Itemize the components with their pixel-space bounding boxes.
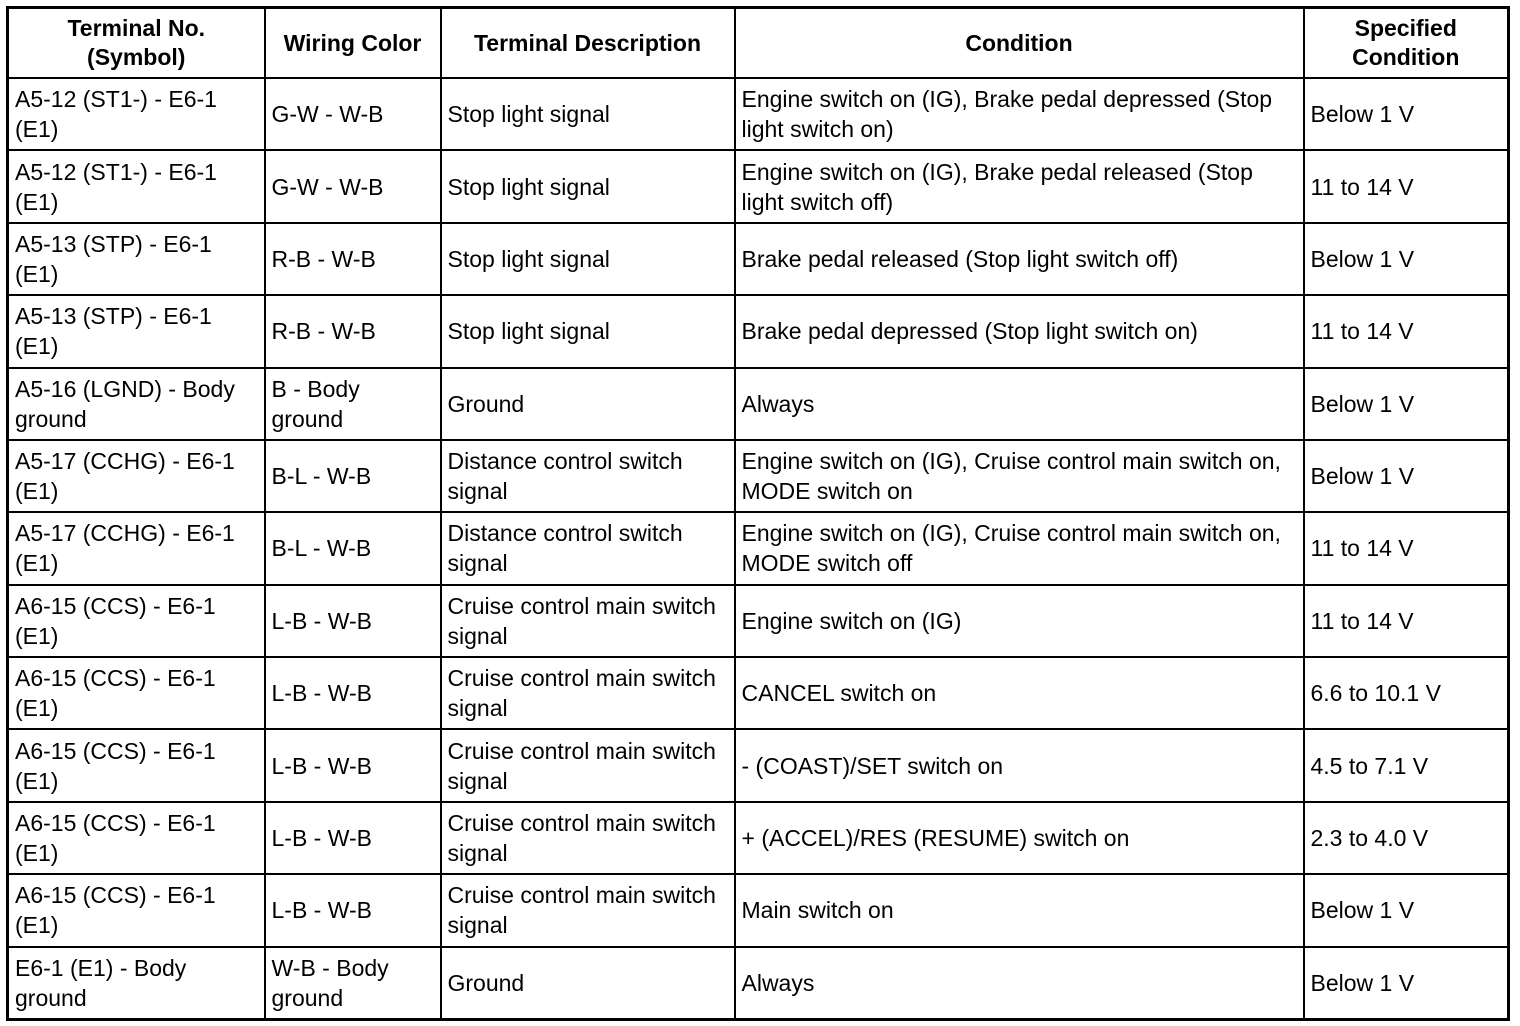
cell-terminal-no: A6-15 (CCS) - E6-1 (E1) bbox=[8, 729, 265, 801]
cell-terminal-no: A5-13 (STP) - E6-1 (E1) bbox=[8, 223, 265, 295]
cell-wiring-color: W-B - Body ground bbox=[265, 947, 441, 1020]
cell-wiring-color: L-B - W-B bbox=[265, 657, 441, 729]
cell-specified-condition: 11 to 14 V bbox=[1304, 150, 1509, 222]
header-terminal-no: Terminal No. (Symbol) bbox=[8, 8, 265, 79]
cell-specified-condition: Below 1 V bbox=[1304, 78, 1509, 150]
cell-terminal-no: A5-16 (LGND) - Body ground bbox=[8, 368, 265, 440]
cell-condition: Main switch on bbox=[735, 874, 1304, 946]
header-specified-condition: Specified Condition bbox=[1304, 8, 1509, 79]
table-row bbox=[8, 947, 1509, 1020]
table-row bbox=[8, 223, 1509, 295]
cell-specified-condition: Below 1 V bbox=[1304, 368, 1509, 440]
table-row bbox=[8, 150, 1509, 222]
cell-specified-condition: 11 to 14 V bbox=[1304, 585, 1509, 657]
cell-condition: Engine switch on (IG), Cruise control main switch on, MODE switch on bbox=[735, 440, 1304, 512]
table-row bbox=[8, 802, 1509, 874]
cell-terminal-description: Stop light signal bbox=[441, 150, 735, 222]
cell-wiring-color: L-B - W-B bbox=[265, 729, 441, 801]
cell-wiring-color: R-B - W-B bbox=[265, 223, 441, 295]
table-row bbox=[8, 657, 1509, 729]
table-row bbox=[8, 874, 1509, 946]
table-row bbox=[8, 368, 1509, 440]
cell-terminal-description: Cruise control main switch signal bbox=[441, 874, 735, 946]
table-row bbox=[8, 585, 1509, 657]
cell-terminal-description: Stop light signal bbox=[441, 295, 735, 367]
header-row bbox=[8, 8, 1509, 79]
cell-terminal-no: A5-12 (ST1-) - E6-1 (E1) bbox=[8, 150, 265, 222]
cell-terminal-no: A5-13 (STP) - E6-1 (E1) bbox=[8, 295, 265, 367]
cell-terminal-no: A6-15 (CCS) - E6-1 (E1) bbox=[8, 585, 265, 657]
cell-condition: - (COAST)/SET switch on bbox=[735, 729, 1304, 801]
cell-condition: + (ACCEL)/RES (RESUME) switch on bbox=[735, 802, 1304, 874]
cell-specified-condition: Below 1 V bbox=[1304, 223, 1509, 295]
cell-terminal-no: A5-17 (CCHG) - E6-1 (E1) bbox=[8, 512, 265, 584]
cell-specified-condition: 11 to 14 V bbox=[1304, 295, 1509, 367]
cell-specified-condition: 6.6 to 10.1 V bbox=[1304, 657, 1509, 729]
cell-condition: Engine switch on (IG), Brake pedal depressed (Stop light switch on) bbox=[735, 78, 1304, 150]
cell-wiring-color: G-W - W-B bbox=[265, 150, 441, 222]
cell-terminal-description: Distance control switch signal bbox=[441, 512, 735, 584]
cell-terminal-no: A5-17 (CCHG) - E6-1 (E1) bbox=[8, 440, 265, 512]
cell-terminal-description: Stop light signal bbox=[441, 78, 735, 150]
cell-condition: Brake pedal released (Stop light switch off) bbox=[735, 223, 1304, 295]
cell-terminal-description: Cruise control main switch signal bbox=[441, 657, 735, 729]
header-condition: Condition bbox=[735, 8, 1304, 79]
cell-condition: Engine switch on (IG), Brake pedal released (Stop light switch off) bbox=[735, 150, 1304, 222]
cell-wiring-color: L-B - W-B bbox=[265, 874, 441, 946]
cell-specified-condition: Below 1 V bbox=[1304, 440, 1509, 512]
cell-condition: Brake pedal depressed (Stop light switch on) bbox=[735, 295, 1304, 367]
cell-wiring-color: B - Body ground bbox=[265, 368, 441, 440]
cell-condition: Engine switch on (IG), Cruise control main switch on, MODE switch off bbox=[735, 512, 1304, 584]
table-row bbox=[8, 440, 1509, 512]
cell-terminal-no: A5-12 (ST1-) - E6-1 (E1) bbox=[8, 78, 265, 150]
cell-wiring-color: L-B - W-B bbox=[265, 802, 441, 874]
cell-condition: Always bbox=[735, 947, 1304, 1020]
cell-terminal-description: Ground bbox=[441, 947, 735, 1020]
table-row bbox=[8, 729, 1509, 801]
cell-terminal-description: Distance control switch signal bbox=[441, 440, 735, 512]
cell-wiring-color: R-B - W-B bbox=[265, 295, 441, 367]
cell-wiring-color: G-W - W-B bbox=[265, 78, 441, 150]
cell-terminal-no: A6-15 (CCS) - E6-1 (E1) bbox=[8, 657, 265, 729]
cell-condition: CANCEL switch on bbox=[735, 657, 1304, 729]
cell-condition: Engine switch on (IG) bbox=[735, 585, 1304, 657]
cell-specified-condition: 2.3 to 4.0 V bbox=[1304, 802, 1509, 874]
table-row bbox=[8, 78, 1509, 150]
cell-specified-condition: 11 to 14 V bbox=[1304, 512, 1509, 584]
cell-wiring-color: L-B - W-B bbox=[265, 585, 441, 657]
cell-terminal-no: A6-15 (CCS) - E6-1 (E1) bbox=[8, 802, 265, 874]
cell-terminal-no: A6-15 (CCS) - E6-1 (E1) bbox=[8, 874, 265, 946]
header-wiring-color: Wiring Color bbox=[265, 8, 441, 79]
cell-condition: Always bbox=[735, 368, 1304, 440]
cell-specified-condition: Below 1 V bbox=[1304, 947, 1509, 1020]
cell-terminal-description: Stop light signal bbox=[441, 223, 735, 295]
cell-terminal-description: Cruise control main switch signal bbox=[441, 729, 735, 801]
cell-specified-condition: Below 1 V bbox=[1304, 874, 1509, 946]
cell-wiring-color: B-L - W-B bbox=[265, 512, 441, 584]
table-row bbox=[8, 512, 1509, 584]
cell-terminal-no: E6-1 (E1) - Body ground bbox=[8, 947, 265, 1020]
cell-terminal-description: Cruise control main switch signal bbox=[441, 585, 735, 657]
terminal-spec-table bbox=[6, 6, 1510, 1021]
cell-terminal-description: Cruise control main switch signal bbox=[441, 802, 735, 874]
cell-specified-condition: 4.5 to 7.1 V bbox=[1304, 729, 1509, 801]
cell-wiring-color: B-L - W-B bbox=[265, 440, 441, 512]
header-terminal-description: Terminal Description bbox=[441, 8, 735, 79]
table-row bbox=[8, 295, 1509, 367]
cell-terminal-description: Ground bbox=[441, 368, 735, 440]
